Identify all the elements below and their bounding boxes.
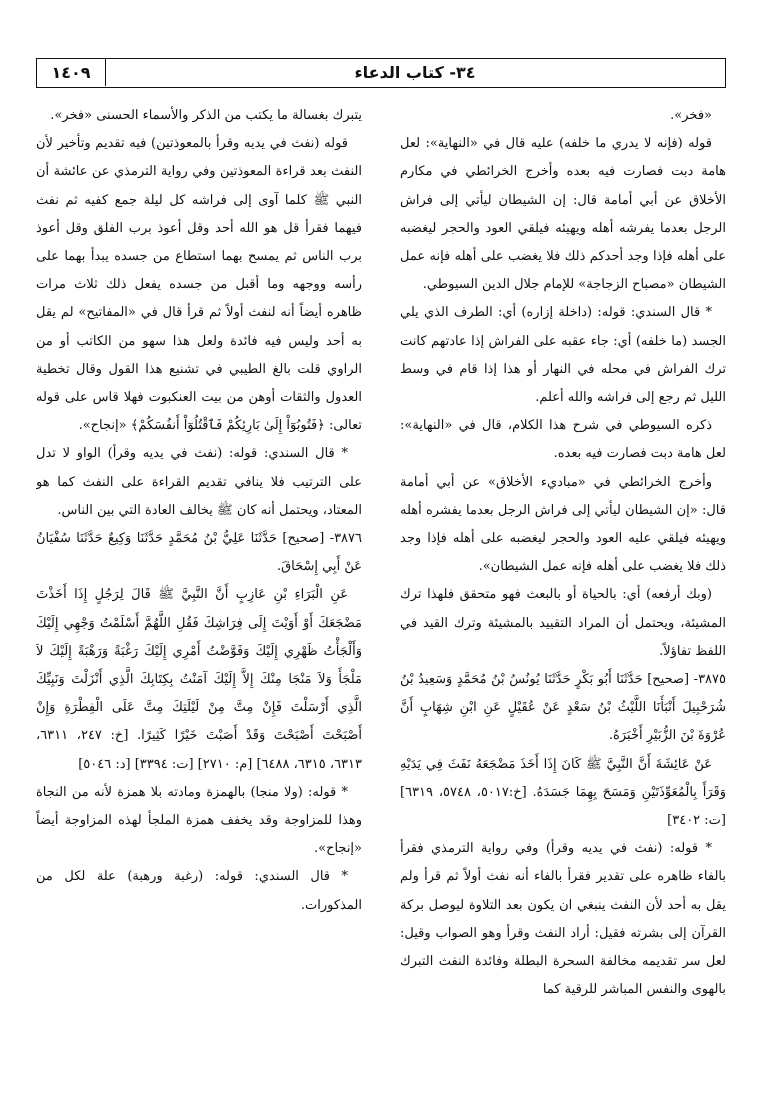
right-text-column: [400, 102, 726, 1092]
book-page: [36, 58, 726, 1088]
commentary-paragraph: يتبرك بغسالة ما يكتب من الذكر والأسماء الحسنى «فخر».: [50, 108, 362, 123]
commentary-paragraph: قوله (نفث في يديه وقرأ بالمعوذتين) فيه تقديم وتأخير لأن النفث بعد قراءة المعوذتين وفي رواية الترمذي عن عائشة أن النبي ﷺ كلما آوى إلى فراشه كل ليلة جمع كفيه ثم نفث فيهما فقرأ قل هو الله أحد وقل أعوذ برب الفلق وقل أعوذ برب الناس ثم يمسح بهما استطاع من جسده يبدأ بهما على رأسه ووجهه وما أقبل من جسده يفعل ذلك ثلاث مرات ظاهره أيضاً أنه لنفث أولاً ثم قرأ قال في «المفاتيح» لم يقل به أحد وليس فيه فائدة ولعل هذا سهو من الكاتب أو من الراوي قلت بالغ الطيبي في تشنيع هذا القول وقال تخطية العدول والثقات أوهن من بيت العنكبوت فهلا قاس على قوله تعالى: ﴿فَتُوبُوٓاْ إِلَىٰ بَارِئِكُمْ فَٱقْتُلُوٓاْ أَنفُسَكُمْ﴾ «إنجاح».: [36, 136, 362, 434]
chapter-title: ٣٤- كتاب الدعاء: [354, 63, 476, 82]
commentary-paragraph: ذكره السيوطي في شرح هذا الكلام، قال في «النهاية»: لعل هامة دبت فصارت فيه بعده.: [400, 418, 726, 462]
running-header: [36, 58, 726, 88]
commentary-paragraph: * قوله: (نفث في يديه وقرأ) وفي رواية الترمذي فقرأ بالفاء ظاهره على تقدير فقرأ بالفاء أنه نفث أولاً ثم قرأ ولم يقل به أحد لأن النفث ينبغي ان يكون بعد التلاوة ليوصل بركة القرآن إلى بشرته فقيل: أراد النفث وقرأ وهو الصواب وقيل: لعل سر تقديمه مخالفة السحرة البطلة وفائدة النفث التبرك بالهوى والنفس المباشر للرقية كما: [400, 841, 726, 998]
hadith-text: عَنْ عَائِشَةَ أَنَّ النَّبِيَّ ﷺ كَانَ إِذَا أَخَذَ مَضْجَعَهُ نَفَثَ فِي يَدَيْهِ وَقَرَأَ بِالْمُعَوِّذَتَيْنِ وَمَسَحَ بِهِمَا جَسَدَهُ. [خ:٥٠١٧، ٥٧٤٨، ٦٣١٩] [ت: ٣٤٠٢]: [400, 756, 726, 829]
hadith-isnad: ٣٨٧٥- [صحيح] حَدَّثَنَا أَبُو بَكْرٍ حَدَّثَنَا يُونُسُ بْنُ مُحَمَّدٍ وَسَعِيدُ بْنُ شُرَحْبِيلَ أَنْبَأَنَا اللَّيْثُ بْنُ سَعْدٍ عَنْ عُقَيْلٍ عَنِ ابْنِ شِهَابٍ أَنَّ عُرْوَةَ بْنَ الزُّبَيْرِ أَخْبَرَهُ.: [400, 672, 726, 744]
commentary-paragraph: «فخر».: [670, 108, 712, 123]
hadith-isnad: ٣٨٧٦- [صحيح] حَدَّثَنَا عَلِيُّ بْنُ مُحَمَّدٍ حَدَّثَنَا وَكِيعٌ حَدَّثَنَا سُفْيَانُ عَنْ أَبِي إِسْحَاقَ.: [36, 531, 362, 575]
commentary-paragraph: * قال السندي: قوله: (رغبة ورهبة) علة لكل من المذكورات.: [36, 869, 362, 913]
page-number: ١٤٠٩: [37, 59, 106, 86]
left-text-column: [36, 102, 362, 1092]
commentary-paragraph: * قال السندي: قوله: (داخلة إزاره) أي: الطرف الذي يلي الجسد (ما خلفه) أي: جاء عقبه على الفراش إذا عادتهم كانت ترك الفراش في محله في النهار أو هذا إذا قام في وسط الليل ثم رجع إلى فراشه والله أعلم.: [400, 305, 726, 406]
hadith-text: عَنِ الْبَرَاءِ بْنِ عَازِبٍ أَنَّ النَّبِيَّ ﷺ قَالَ لِرَجُلٍ إِذَا أَخَذْتَ مَضْجَعَكَ أَوْ أَوَيْتَ إِلَى فِرَاشِكَ فَقُلِ اللَّهُمَّ أَسْلَمْتُ وَجْهِي إِلَيْكَ وَأَلْجَأْتُ ظَهْرِي إِلَيْكَ وَفَوَّضْتُ أَمْرِي إِلَيْكَ رَغْبَةً وَرَهْبَةً إِلَيْكَ لاَ مَلْجَأَ وَلاَ مَنْجَا مِنْكَ إِلاَّ إِلَيْكَ آمَنْتُ بِكِتَابِكَ الَّذِي أَنْزَلْتَ وَنَبِيِّكَ الَّذِي أَرْسَلْتَ فَإِنْ مِتَّ مِنْ لَيْلَتِكَ مِتَّ عَلَى الْفِطْرَةِ وَإِنْ أَصْبَحْتَ أَصْبَحْتَ وَقَدْ أَصَبْتَ خَيْرًا كَثِيرًا. [خ: ٢٤٧، ٦٣١١، ٦٣١٣، ٦٣١٥، ٦٤٨٨] [م: ٢٧١٠] [ت: ٣٣٩٤] [د: ٥٠٤٦]: [36, 587, 362, 772]
commentary-paragraph: * قوله: (ولا منجا) بالهمزة ومادته بلا همزة لأنه من النجاة وهذا للمزاوجة وقد يخفف همزة الملجأ لهذه المزاوجة أيضاً «إنجاح».: [36, 784, 362, 857]
commentary-paragraph: * قال السندي: قوله: (نفث في يديه وقرأ) الواو لا تدل على الترتيب فلا ينافي تقديم القراءة على النفث كما هو المعتاد، ويحتمل أنه كان ﷺ يخالف العادة التي بين الناس.: [36, 446, 362, 518]
commentary-paragraph: وأخرج الخرائطي في «مباديء الأخلاق» عن أبي أمامة قال: «إن الشيطان ليأتي إلى فراش الرجل بعدما يفشره أهله ويهيئه فيلقي عليه العود والحجر ليغضبه على أهله فإذا وجد ذلك فلا يغضب على أهله فإنه عمل الشيطان».: [400, 474, 726, 575]
commentary-paragraph: قوله (فإنه لا يدري ما خلفه) عليه قال في «النهاية»: لعل هامة دبت فصارت فيه بعده وأخرج الخرائطي في مكارم الأخلاق عن أبي أمامة قال: إن الشيطان ليأتي إلى فراش الرجل بعدما يفرشه أهله ويهيئه فيلقي العود والحجر ليغضبه على أهله فإذا وجد أحدكم ذلك فلا يغضب على أهله فإنه عمل الشيطان «مصباح الزجاجة» للإمام جلال الدين السيوطي.: [400, 136, 726, 293]
commentary-paragraph: (وبك أرفعه) أي: بالحياة أو بالبعث فهو متحقق فلهذا ترك المشيئة، ويحتمل أن المراد التقييد بالمشيئة وترك القيد في اللفظ تفاؤلاً.: [400, 587, 726, 659]
